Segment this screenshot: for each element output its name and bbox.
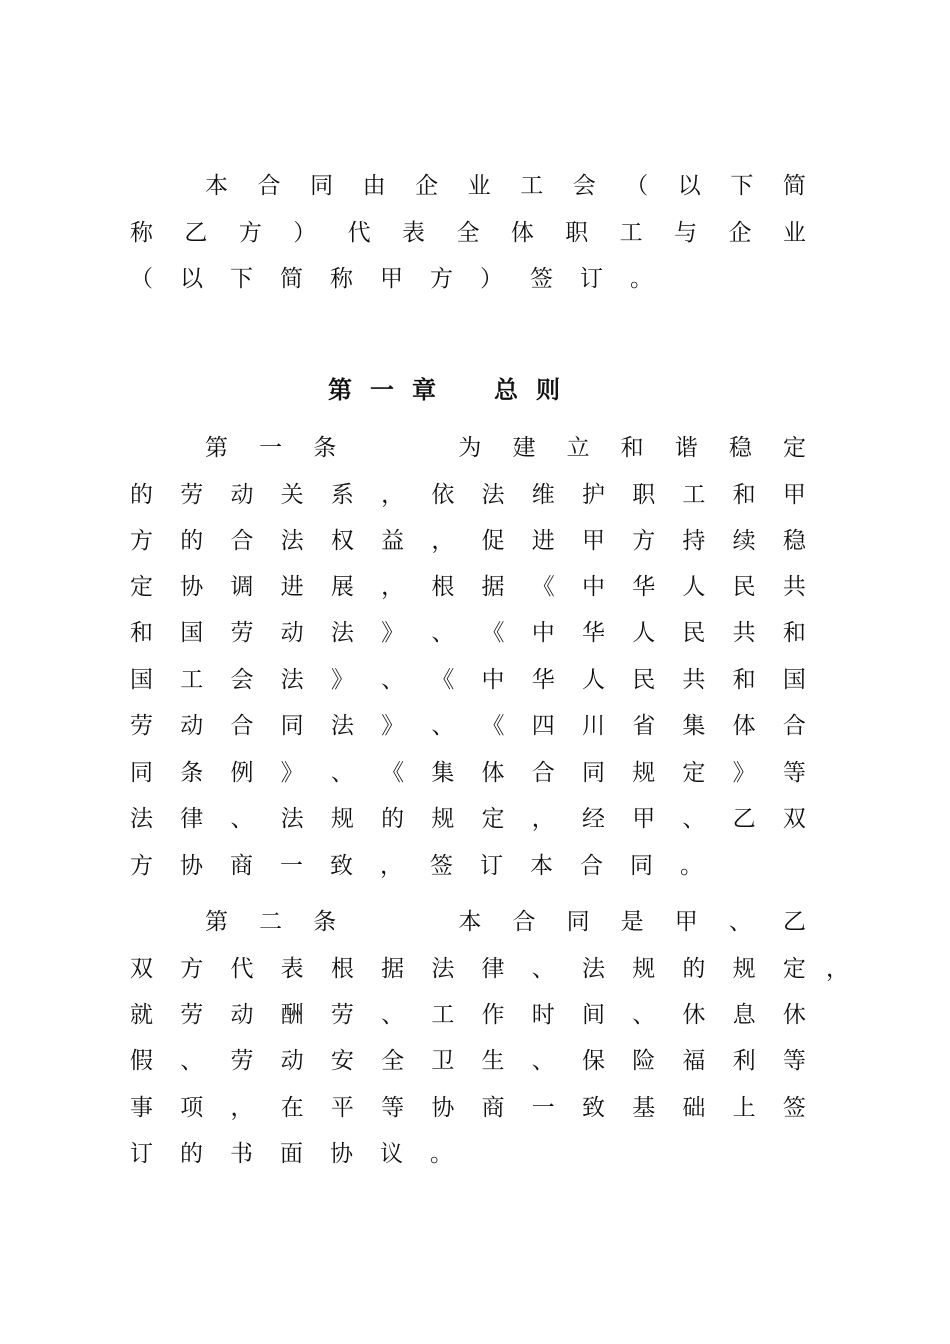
- chapter-title: 总则: [494, 376, 578, 404]
- glyph: 的: [180, 528, 204, 554]
- glyph: 谐: [674, 435, 698, 461]
- glyph: 签: [782, 1095, 806, 1121]
- glyph: 动: [280, 1048, 304, 1074]
- glyph: 全: [456, 220, 480, 246]
- glyph: 表: [280, 956, 304, 982]
- glyph: 定: [481, 806, 505, 832]
- glyph: 卫: [431, 1048, 455, 1074]
- glyph: 职: [632, 482, 656, 508]
- glyph: 》: [330, 667, 354, 693]
- glyph: 》: [381, 620, 405, 646]
- glyph: 进: [531, 528, 555, 554]
- glyph: ）: [293, 220, 317, 246]
- article-heading-line: [205, 433, 806, 463]
- glyph: 的: [381, 806, 405, 832]
- glyph: 乙: [732, 806, 756, 832]
- glyph: 省: [632, 713, 656, 739]
- glyph: 定: [782, 956, 806, 982]
- glyph: 和: [732, 482, 756, 508]
- glyph: 法: [130, 806, 153, 832]
- glyph: ，: [531, 806, 555, 832]
- glyph: 、: [632, 1002, 656, 1028]
- glyph: 生: [481, 1048, 505, 1074]
- glyph: 规: [431, 806, 455, 832]
- glyph: 方: [632, 528, 656, 554]
- glyph: 律: [481, 956, 505, 982]
- glyph: ，: [381, 482, 405, 508]
- glyph: 华: [581, 620, 605, 646]
- glyph: 订: [130, 1141, 153, 1167]
- glyph: 权: [330, 528, 354, 554]
- glyph: 以: [677, 173, 701, 199]
- text-line: [130, 218, 806, 248]
- glyph: 法: [481, 482, 505, 508]
- glyph: 《: [431, 667, 455, 693]
- glyph: 简: [280, 266, 303, 292]
- glyph: 协: [180, 853, 203, 879]
- glyph: 签: [530, 266, 553, 292]
- glyph: 法: [330, 713, 354, 739]
- glyph: 展: [330, 574, 354, 600]
- glyph: 等: [782, 760, 806, 786]
- glyph: 中: [581, 574, 605, 600]
- glyph: 合: [782, 713, 806, 739]
- glyph: 和: [620, 435, 644, 461]
- glyph: 法: [280, 806, 304, 832]
- glyph: 、: [381, 1002, 405, 1028]
- glyph: 签: [430, 853, 453, 879]
- glyph: 系: [330, 482, 354, 508]
- glyph: 规: [632, 760, 656, 786]
- glyph: 、: [531, 1048, 555, 1074]
- glyph: 乙: [782, 909, 806, 935]
- glyph: 由: [362, 173, 386, 199]
- glyph: 进: [280, 574, 304, 600]
- glyph: 息: [732, 1002, 756, 1028]
- glyph: 合: [257, 173, 281, 199]
- glyph: 国: [782, 667, 806, 693]
- glyph: 酬: [280, 1002, 304, 1028]
- glyph: 等: [381, 1095, 405, 1121]
- text-line: [130, 804, 806, 834]
- glyph: 川: [581, 713, 605, 739]
- glyph: 福: [682, 1048, 706, 1074]
- glyph: 代: [230, 956, 254, 982]
- glyph: 甲: [782, 482, 806, 508]
- glyph: 动: [230, 1002, 254, 1028]
- glyph: 协: [180, 574, 204, 600]
- glyph: 商: [481, 1095, 505, 1121]
- glyph: 劳: [130, 713, 153, 739]
- glyph: 平: [330, 1095, 354, 1121]
- glyph: 、: [431, 620, 455, 646]
- glyph: 上: [732, 1095, 756, 1121]
- glyph: 甲: [632, 806, 656, 832]
- glyph: 法: [330, 620, 354, 646]
- article-heading-line: [205, 907, 806, 937]
- glyph: 律: [180, 806, 204, 832]
- glyph: 企: [415, 173, 439, 199]
- glyph: 经: [581, 806, 605, 832]
- glyph: 利: [732, 1048, 756, 1074]
- glyph: 体: [510, 220, 534, 246]
- glyph: 、: [180, 1048, 204, 1074]
- glyph: 甲: [674, 909, 698, 935]
- glyph: 和: [130, 620, 153, 646]
- glyph: 甲: [581, 528, 605, 554]
- trailing-comma: ，: [826, 956, 849, 982]
- text-line: [130, 618, 806, 648]
- glyph: 等: [782, 1048, 806, 1074]
- glyph: 书: [230, 1141, 253, 1167]
- glyph: 假: [130, 1048, 153, 1074]
- glyph: 劳: [230, 1048, 254, 1074]
- glyph: 、: [682, 806, 706, 832]
- glyph: 面: [280, 1141, 303, 1167]
- glyph: 工: [619, 220, 643, 246]
- glyph: （: [130, 266, 153, 292]
- glyph: 》: [381, 713, 405, 739]
- glyph: 条: [313, 909, 337, 935]
- text-line: [130, 1000, 806, 1030]
- glyph: 、: [728, 909, 752, 935]
- glyph: 、: [330, 760, 354, 786]
- glyph: 险: [632, 1048, 656, 1074]
- glyph: 法: [581, 956, 605, 982]
- text-line: [205, 171, 806, 201]
- glyph: 共: [732, 620, 756, 646]
- glyph: 。: [430, 1141, 453, 1167]
- glyph: 下: [230, 266, 253, 292]
- glyph: 项: [180, 1095, 204, 1121]
- text-line: [130, 1093, 806, 1123]
- glyph: 、: [431, 713, 455, 739]
- glyph: ）: [480, 266, 503, 292]
- glyph: 维: [531, 482, 555, 508]
- glyph: 休: [782, 1002, 806, 1028]
- glyph: 订: [480, 853, 503, 879]
- glyph: 人: [581, 667, 605, 693]
- glyph: 一: [531, 1095, 555, 1121]
- glyph: 合: [531, 760, 555, 786]
- glyph: 《: [531, 574, 555, 600]
- glyph: 劳: [180, 482, 204, 508]
- glyph: 方: [430, 266, 453, 292]
- glyph: 订: [580, 266, 603, 292]
- glyph: 会: [230, 667, 254, 693]
- glyph: 工: [180, 667, 204, 693]
- glyph: 续: [732, 528, 756, 554]
- text-line: [130, 1139, 806, 1169]
- glyph: 建: [512, 435, 536, 461]
- glyph: 动: [280, 620, 304, 646]
- text-line: [130, 1046, 806, 1076]
- glyph: 华: [531, 667, 555, 693]
- glyph: 稳: [728, 435, 752, 461]
- glyph: 安: [330, 1048, 354, 1074]
- glyph: 稳: [782, 528, 806, 554]
- glyph: 保: [581, 1048, 605, 1074]
- text-line: [130, 665, 806, 695]
- glyph: 中: [531, 620, 555, 646]
- glyph: 国: [130, 667, 153, 693]
- glyph: 合: [580, 853, 603, 879]
- glyph: 称: [130, 220, 153, 246]
- glyph: 以: [180, 266, 203, 292]
- glyph: ，: [381, 574, 405, 600]
- glyph: 代: [347, 220, 371, 246]
- glyph: 方: [130, 853, 153, 879]
- glyph: 调: [230, 574, 254, 600]
- glyph: 同: [581, 760, 605, 786]
- text-line: [130, 480, 806, 510]
- glyph: 方: [180, 956, 204, 982]
- glyph: 业: [782, 220, 806, 246]
- glyph: ，: [431, 528, 455, 554]
- glyph: 甲: [380, 266, 403, 292]
- glyph: 定: [782, 435, 806, 461]
- glyph: 法: [280, 528, 304, 554]
- glyph: 二: [259, 909, 283, 935]
- glyph: 定: [130, 574, 153, 600]
- glyph: 时: [531, 1002, 555, 1028]
- glyph: 定: [682, 760, 706, 786]
- glyph: 一: [259, 435, 283, 461]
- glyph: 的: [130, 482, 153, 508]
- glyph: 合: [230, 528, 254, 554]
- glyph: 《: [481, 620, 505, 646]
- glyph: 民: [682, 620, 706, 646]
- glyph: 第: [205, 909, 228, 935]
- glyph: 根: [431, 574, 455, 600]
- chapter-number: 第一章: [328, 376, 454, 404]
- glyph: 关: [280, 482, 304, 508]
- glyph: 共: [682, 667, 706, 693]
- glyph: 据: [381, 956, 405, 982]
- glyph: 。: [680, 853, 703, 879]
- glyph: 体: [732, 713, 756, 739]
- glyph: 劳: [230, 620, 254, 646]
- glyph: 条: [180, 760, 204, 786]
- chapter-heading: [328, 374, 578, 406]
- glyph: 、: [230, 806, 254, 832]
- glyph: 合: [512, 909, 536, 935]
- text-line: [130, 758, 806, 788]
- glyph: 民: [732, 574, 756, 600]
- glyph: 劳: [180, 1002, 204, 1028]
- glyph: 。: [630, 266, 653, 292]
- glyph: 协: [330, 1141, 353, 1167]
- glyph: 间: [581, 1002, 605, 1028]
- glyph: 在: [280, 1095, 304, 1121]
- glyph: 促: [481, 528, 505, 554]
- glyph: 持: [682, 528, 706, 554]
- glyph: 为: [458, 435, 482, 461]
- glyph: 和: [782, 620, 806, 646]
- glyph: 规: [330, 806, 354, 832]
- glyph: 人: [682, 574, 706, 600]
- glyph: 表: [402, 220, 426, 246]
- text-line: [130, 526, 806, 556]
- glyph: 法: [280, 667, 304, 693]
- glyph: 简: [782, 173, 806, 199]
- glyph: 下: [730, 173, 754, 199]
- glyph: 的: [180, 1141, 203, 1167]
- glyph: 企: [728, 220, 752, 246]
- glyph: 》: [280, 760, 304, 786]
- glyph: 民: [632, 667, 656, 693]
- glyph: 同: [280, 713, 304, 739]
- glyph: 方: [238, 220, 262, 246]
- glyph: 集: [682, 713, 706, 739]
- glyph: 《: [381, 760, 405, 786]
- glyph: 业: [467, 173, 491, 199]
- glyph: 和: [732, 667, 756, 693]
- glyph: 动: [230, 482, 254, 508]
- text-line: [130, 572, 806, 602]
- glyph: 依: [431, 482, 455, 508]
- glyph: 议: [380, 1141, 403, 1167]
- glyph: 法: [431, 956, 455, 982]
- glyph: 同: [630, 853, 653, 879]
- glyph: 乙: [184, 220, 208, 246]
- glyph: 础: [682, 1095, 706, 1121]
- glyph: 据: [481, 574, 505, 600]
- glyph: 称: [330, 266, 353, 292]
- glyph: 基: [632, 1095, 656, 1121]
- glyph: 规: [732, 956, 756, 982]
- glyph: 本: [458, 909, 482, 935]
- glyph: 根: [330, 956, 354, 982]
- glyph: 华: [632, 574, 656, 600]
- glyph: 同: [130, 760, 153, 786]
- glyph: 作: [481, 1002, 505, 1028]
- glyph: 全: [381, 1048, 405, 1074]
- glyph: 同: [310, 173, 334, 199]
- glyph: 人: [632, 620, 656, 646]
- glyph: 、: [381, 667, 405, 693]
- glyph: 集: [431, 760, 455, 786]
- glyph: 是: [620, 909, 644, 935]
- text-line: [130, 954, 806, 984]
- glyph: 四: [531, 713, 555, 739]
- glyph: 的: [682, 956, 706, 982]
- glyph: 事: [130, 1095, 153, 1121]
- glyph: 国: [180, 620, 204, 646]
- glyph: 双: [130, 956, 153, 982]
- glyph: ，: [380, 853, 403, 879]
- glyph: 条: [313, 435, 337, 461]
- glyph: 与: [674, 220, 698, 246]
- glyph: 体: [481, 760, 505, 786]
- glyph: 就: [130, 1002, 153, 1028]
- glyph: 共: [782, 574, 806, 600]
- glyph: 第: [205, 435, 228, 461]
- glyph: 双: [782, 806, 806, 832]
- text-line: [130, 851, 806, 881]
- glyph: 一: [280, 853, 303, 879]
- glyph: 中: [481, 667, 505, 693]
- glyph: 致: [581, 1095, 605, 1121]
- glyph: 休: [682, 1002, 706, 1028]
- glyph: 会: [572, 173, 596, 199]
- glyph: 本: [205, 173, 228, 199]
- glyph: 益: [381, 528, 405, 554]
- glyph: 同: [566, 909, 590, 935]
- glyph: 商: [230, 853, 253, 879]
- glyph: 《: [481, 713, 505, 739]
- glyph: （: [625, 173, 649, 199]
- glyph: 动: [180, 713, 204, 739]
- glyph: ，: [230, 1095, 254, 1121]
- glyph: 立: [566, 435, 590, 461]
- glyph: 本: [530, 853, 553, 879]
- glyph: 工: [682, 482, 706, 508]
- glyph: 工: [431, 1002, 455, 1028]
- glyph: 劳: [330, 1002, 354, 1028]
- glyph: 合: [230, 713, 254, 739]
- glyph: 方: [130, 528, 153, 554]
- glyph: 工: [520, 173, 544, 199]
- glyph: 》: [732, 760, 756, 786]
- glyph: 护: [581, 482, 605, 508]
- glyph: 例: [230, 760, 254, 786]
- text-line: [130, 264, 806, 294]
- glyph: 规: [632, 956, 656, 982]
- glyph: 职: [565, 220, 589, 246]
- glyph: 、: [531, 956, 555, 982]
- glyph: 协: [431, 1095, 455, 1121]
- text-line: [130, 711, 806, 741]
- glyph: 致: [330, 853, 353, 879]
